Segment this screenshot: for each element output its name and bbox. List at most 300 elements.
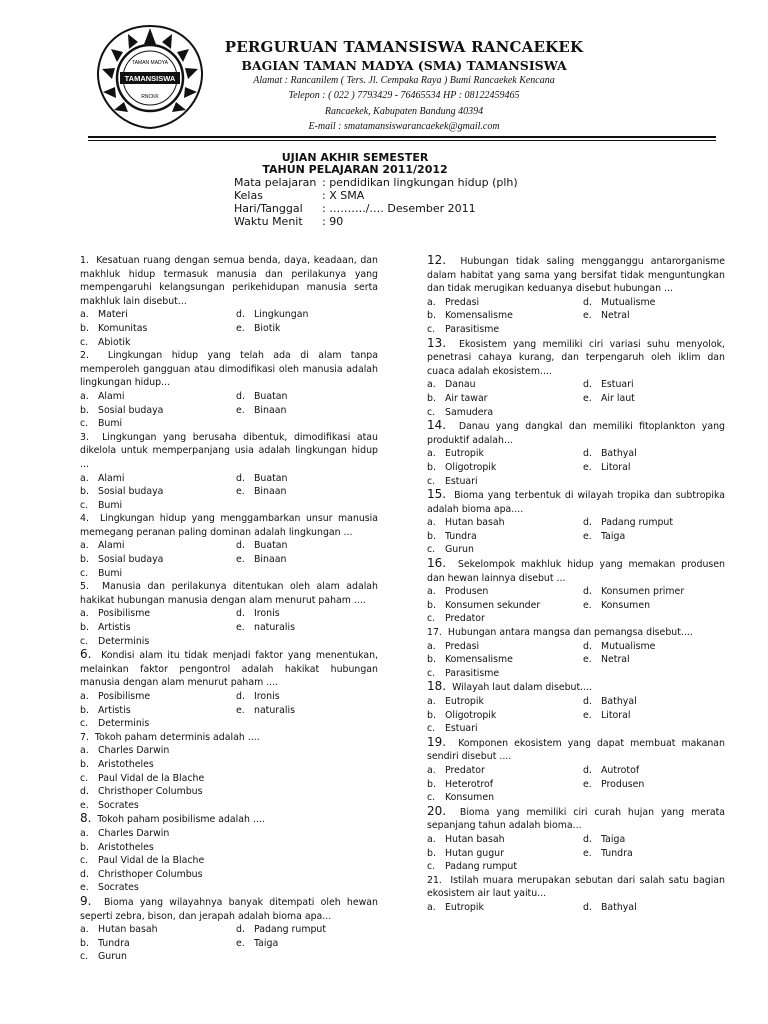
division-name: BAGIAN TAMAN MADYA (SMA) TAMANSISWA [241,58,567,73]
question-text: Kesatuan ruang dengan semua benda, daya, keadaan, dan makhluk hidup termasuk manusia dan perilakunya yang mempengaruhi kelangsungan perikehidupan manusia serta makhluk lain disebut... [80,255,378,307]
option-letter: d. [583,640,592,652]
question-text: Hubungan antara mangsa dan pemangsa disebut.... [447,627,693,639]
question-number: 19. [427,734,447,749]
question-text: Kondisi alam itu tidak menjadi faktor yang menentukan, melainkan faktor pengontrol adalah hakikat hubungan manusia dengan alam menurut paham .... [80,650,378,689]
answer-option [583,447,725,461]
answer-option [80,499,378,513]
answer-option [427,847,583,861]
question-number: 14. [427,418,447,433]
option-text: Aristotheles [98,841,154,853]
question-number: 9. [80,893,92,908]
answer-option [236,621,378,635]
option-text: Estuari [445,475,478,487]
option-text: naturalis [254,704,295,716]
question-number: 7. [80,731,89,743]
option-letter: a. [80,691,89,702]
option-letter: b. [427,310,436,322]
question-number: 2. [80,350,89,362]
question [80,512,378,580]
answer-option [236,404,378,418]
option-letter: c. [427,544,436,556]
option-text: Konsumen sekunder [445,599,541,611]
option-letter: e. [583,392,592,404]
option-text: Alami [98,540,125,552]
option-text: Christhoper Columbus [98,786,203,798]
answer-option [427,764,583,778]
question-text-block [80,648,378,690]
option-letter: b. [80,322,89,334]
option-letter: d. [236,390,245,402]
option-letter: d. [236,924,245,936]
answer-option [80,308,236,322]
option-letter: e. [583,847,592,859]
option-text: Aristotheles [98,758,154,770]
answer-option [427,722,725,736]
option-text: Predasi [445,296,480,308]
answer-option [80,868,378,882]
question-text-block [427,254,725,296]
answer-options [427,640,725,681]
answer-option [583,901,725,915]
option-letter: b. [427,461,436,473]
option-letter: c. [427,667,436,679]
option-letter: b. [427,530,436,542]
option-text: Taiga [601,833,626,845]
option-text: Mutualisme [601,296,656,308]
question-number: 21. [427,874,442,886]
option-letter: e. [236,486,245,498]
option-text: Tundra [601,847,633,859]
question-number: 18. [427,679,447,694]
option-letter: d. [583,833,592,845]
option-text: Binaan [254,554,287,566]
logo-text-main: TAMANSISWA [124,74,176,83]
answer-option [236,690,378,704]
option-text: Binaan [254,404,287,416]
option-text: Eutropik [445,901,484,913]
option-text: Konsumen [601,599,651,611]
option-letter: d. [583,379,592,391]
option-letter: a. [427,586,436,598]
answer-options [80,744,378,812]
question [80,731,378,813]
exam-info-row [234,176,518,189]
option-letter: c. [427,723,436,735]
answer-option [583,585,725,599]
option-text: Produsen [601,778,645,790]
question-number: 17. [427,627,442,639]
option-letter: a. [80,608,89,620]
question [427,874,725,915]
answer-option [427,778,583,792]
option-text: Bumi [98,499,123,511]
question [80,580,378,648]
question-text: Manusia dan perilakunya ditentukan oleh alam adalah hakikat hubungan manusia dengan alam menurut paham .... [80,581,378,606]
option-text: Heterotrof [445,778,494,790]
option-letter: a. [427,833,436,845]
option-letter: b. [427,392,436,404]
question-text: Tokoh paham posibilisme adalah .... [97,814,265,826]
answer-option [583,599,725,613]
answer-option [236,704,378,718]
phone-line: Telepon : ( 022 ) 7793429 - 76465534 HP : 08122459465 [288,90,520,101]
question-text: Komponen ekosistem yang dapat membuat makanan sendiri disebut .... [427,737,725,763]
answer-option [427,309,583,323]
option-letter: a. [427,448,436,460]
option-text: Estuari [601,379,634,391]
option-letter: c. [427,792,436,804]
exam-info-value: : ………./…. Desember 2011 [322,202,476,215]
question-text-block [80,349,378,390]
option-text: naturalis [254,622,295,634]
option-text: Samudera [445,406,494,418]
answer-option [427,653,583,667]
answer-option [583,309,725,323]
answer-option [427,543,725,557]
question-text: Bioma yang memiliki ciri curah hujan yang merata sepanjang tahun adalah bioma... [427,806,725,832]
question [80,648,378,731]
exam-info-value: : pendidikan lingkungan hidup (plh) [322,176,518,189]
answer-option [80,690,236,704]
question [427,626,725,680]
option-letter: a. [80,924,89,936]
option-letter: a. [80,309,89,321]
question-number: 4. [80,513,89,525]
option-text: Sosial budaya [98,404,164,416]
option-text: Oligotropik [445,709,497,721]
option-text: Predator [445,764,485,776]
option-text: Komensalisme [445,310,513,322]
option-letter: c. [427,475,436,487]
school-logo [92,22,208,132]
option-letter: e. [583,599,592,611]
exam-info-value: : 90 [322,215,344,228]
option-letter: d. [236,608,245,620]
answer-option [236,553,378,567]
answer-option [80,621,236,635]
answer-option [427,599,583,613]
option-text: Taiga [254,937,279,949]
option-letter: e. [583,778,592,790]
option-letter: e. [236,554,245,566]
answer-option [236,390,378,404]
answer-option [236,607,378,621]
option-text: Bumi [98,567,123,579]
option-text: Komensalisme [445,654,513,666]
question-text-block [427,557,725,585]
option-letter: b. [427,847,436,859]
answer-option [80,758,378,772]
option-letter: c. [80,718,89,730]
question-number: 5. [80,581,89,593]
answer-option [80,404,236,418]
exam-info-row [234,202,518,215]
option-text: Ironis [254,691,280,702]
option-text: Determinis [98,718,150,730]
question-number: 13. [427,335,447,350]
answer-option [80,937,236,951]
option-letter: c. [80,855,89,867]
header-rule-thin [88,140,716,141]
option-text: Hutan gugur [445,847,504,859]
option-text: Padang rumput [445,861,518,873]
option-letter: e. [80,882,89,894]
exam-info [234,176,518,228]
email-line: E-mail : smatamansiswarancaekek@gmail.com [308,121,500,132]
option-letter: e. [236,937,245,949]
question [427,337,725,420]
answer-option [80,854,378,868]
answer-option [80,417,378,431]
option-text: Buatan [254,540,288,552]
option-letter: d. [80,868,89,880]
option-text: Hutan basah [98,924,158,936]
question-text-block [80,580,378,607]
question-text: Lingkungan yang berusaha dibentuk, dimodifikasi atau dikelola untuk memperpanjang usia adalah lingkungan hidup ... [80,431,378,470]
answer-option [236,923,378,937]
question-text-block [427,680,725,695]
answer-option [80,485,236,499]
option-text: Alami [98,472,125,484]
option-text: Produsen [445,586,489,598]
answer-option [80,827,378,841]
answer-options [427,516,725,557]
option-letter: a. [80,472,89,484]
question [427,805,725,874]
question-text: Istilah muara merupakan sebutan dari salah satu bagian ekosistem air laut yaitu... [427,874,725,900]
question-text-block [427,626,725,640]
exam-info-label: Hari/Tanggal [234,202,303,215]
answer-option [80,607,236,621]
option-text: Netral [601,310,630,322]
option-letter: b. [80,841,89,853]
logo-text-top: TAMAN MADYA [132,60,168,66]
question-text-block [80,254,378,308]
option-text: Estuari [445,723,478,735]
question-number: 3. [80,431,89,443]
answer-option [427,406,725,420]
answer-options [427,695,725,736]
option-letter: a. [80,390,89,402]
question [80,812,378,895]
question [427,736,725,805]
answer-option [427,323,725,337]
answer-option [236,539,378,553]
option-text: Abiotik [98,336,131,348]
answer-option [583,530,725,544]
answer-options [80,923,378,964]
answer-option [80,881,378,895]
option-letter: b. [427,778,436,790]
exam-info-label: Mata pelajaran [234,176,317,189]
exam-info-value: : X SMA [322,189,365,202]
answer-option [80,635,378,649]
question [80,895,378,964]
answer-option [427,709,583,723]
question-text-block [427,488,725,516]
option-text: Predator [445,613,485,625]
option-letter: c. [427,861,436,873]
header-rule [88,136,716,138]
option-letter: d. [236,540,245,552]
question-text-block [80,812,378,827]
option-text: Gurun [445,544,474,556]
option-text: Padang rumput [601,517,674,529]
option-text: Danau [445,379,476,391]
question-text-block [427,736,725,764]
option-letter: d. [236,309,245,321]
option-text: Mutualisme [601,640,656,652]
answer-options [80,690,378,731]
answer-option [427,447,583,461]
option-letter: c. [427,613,436,625]
option-letter: c. [80,951,89,963]
question-number: 6. [80,647,92,662]
option-letter: c. [427,406,436,418]
exam-info-label: Waktu Menit [234,215,303,228]
option-text: Bathyal [601,696,637,707]
exam-info-label: Kelas [234,189,263,202]
option-letter: d. [583,448,592,460]
question-text-block [427,874,725,901]
answer-option [80,923,236,937]
institution-name: PERGURUAN TAMANSISWA RANCAEKEK [224,38,584,56]
question-text: Bioma yang terbentuk di wilayah tropika dan subtropika adalah bioma apa.... [427,490,725,515]
answer-option [427,833,583,847]
option-letter: a. [427,296,436,308]
answer-option [427,461,583,475]
option-text: Christhoper Columbus [98,868,203,880]
option-letter: a. [80,827,89,839]
question [427,419,725,488]
option-text: Gurun [98,951,127,963]
question-number: 20. [427,803,447,818]
answer-options [427,901,725,915]
option-text: Buatan [254,472,288,484]
answer-option [427,695,583,709]
option-letter: e. [583,530,592,542]
answer-option [583,764,725,778]
logo-text-bottom: RNCKK [141,94,159,100]
exam-info-row [234,189,518,202]
answer-option [427,860,725,874]
question-text: Wilayah laut dalam disebut.... [452,682,593,694]
option-letter: d. [236,691,245,702]
answer-options [80,827,378,895]
option-letter: d. [583,764,592,776]
answer-option [427,296,583,310]
option-letter: a. [427,901,436,913]
answer-option [427,585,583,599]
option-text: Alami [98,390,125,402]
answer-options [427,764,725,805]
question-number: 15. [427,487,447,502]
answer-option [80,799,378,813]
question [80,431,378,513]
option-text: Taiga [601,530,626,542]
option-letter: e. [236,622,245,634]
option-text: Netral [601,654,630,666]
option-text: Posibilisme [98,691,151,702]
answer-option [236,308,378,322]
answer-option [80,472,236,486]
option-text: Hutan basah [445,833,505,845]
option-letter: d. [583,586,592,598]
answer-option [427,378,583,392]
question-number: 16. [427,556,447,571]
option-text: Lingkungan [254,309,309,321]
answer-option [583,695,725,709]
answer-options [427,585,725,626]
option-text: Padang rumput [254,924,327,936]
option-letter: d. [80,786,89,798]
option-letter: e. [80,799,89,811]
questions-left-column [80,254,378,964]
answer-option [427,612,725,626]
option-text: Parasitisme [445,323,500,335]
answer-option [427,901,583,915]
answer-option [583,709,725,723]
option-letter: a. [427,379,436,391]
option-text: Predasi [445,640,480,652]
answer-option [80,322,236,336]
question [80,349,378,431]
option-letter: e. [583,654,592,666]
answer-option [80,717,378,731]
question [80,254,378,349]
option-text: Artistis [98,622,131,634]
answer-option [583,461,725,475]
option-letter: c. [80,499,89,511]
option-letter: b. [427,599,436,611]
option-text: Charles Darwin [98,827,170,839]
option-text: Artistis [98,704,131,716]
answer-options [427,296,725,337]
question-text-block [80,731,378,745]
letterhead [0,0,768,140]
question-text: Lingkungan hidup yang telah ada di alam tanpa memperoleh gangguan atau dimodifikasi oleh manusia adalah lingkungan hidup... [80,350,378,389]
option-text: Konsumen [445,792,495,804]
answer-option [583,296,725,310]
option-letter: c. [80,772,89,784]
option-letter: b. [80,758,89,770]
option-letter: b. [80,704,89,716]
option-text: Biotik [254,322,281,334]
option-letter: e. [583,461,592,473]
option-letter: e. [236,404,245,416]
option-text: Paul Vidal de la Blache [98,855,205,867]
option-text: Bathyal [601,901,637,913]
option-letter: b. [80,622,89,634]
option-text: Eutropik [445,696,484,707]
answer-options [427,378,725,419]
answer-option [427,791,725,805]
option-text: Tundra [98,937,130,949]
question-text: Danau yang dangkal dan memiliki fitoplankton yang produktif adalah... [427,421,725,446]
exam-title: UJIAN AKHIR SEMESTER [281,151,429,164]
answer-option [236,322,378,336]
answer-option [80,539,236,553]
option-text: Charles Darwin [98,745,170,757]
option-text: Binaan [254,486,287,498]
answer-options [80,607,378,648]
option-letter: e. [236,322,245,334]
option-text: Paul Vidal de la Blache [98,772,205,784]
option-letter: c. [427,323,436,335]
question-text-block [80,431,378,472]
answer-option [583,653,725,667]
answer-option [80,336,378,350]
